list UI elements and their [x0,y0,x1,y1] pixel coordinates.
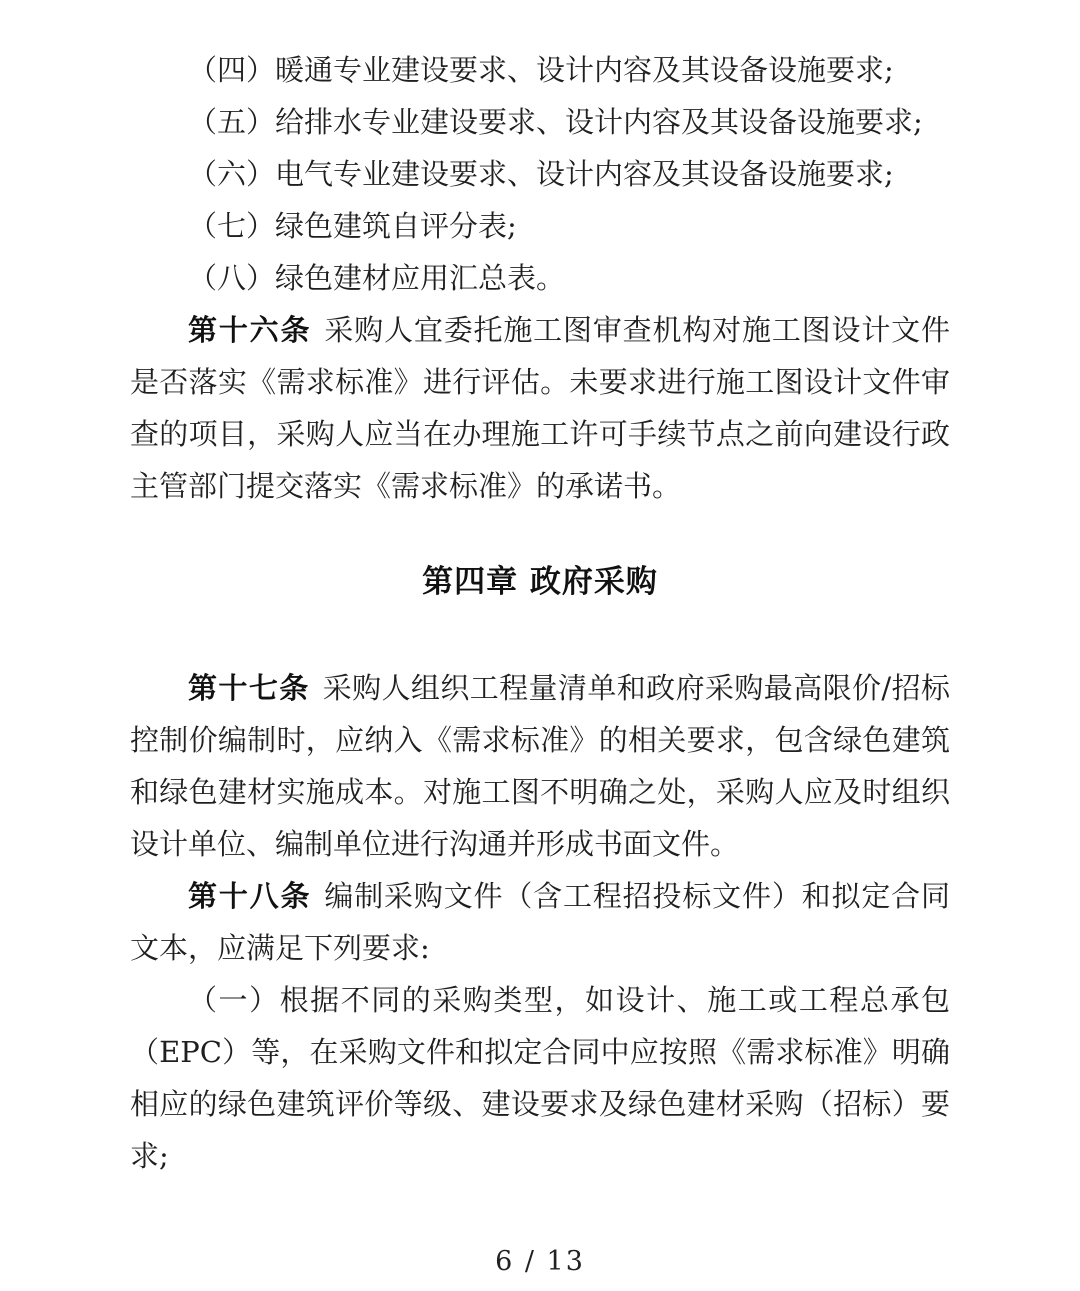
document-content [130,0,950,1182]
article-16-paragraph [130,304,950,512]
chapter-heading: 第四章 政府采购 [422,564,658,600]
article-16-text: 采购人宜委托施工图审查机构对施工图设计文件是否落实《需求标准》进行评估。未要求进行施工图设计文件审查的项目，采购人应当在办理施工许可手续节点之前向建设行政主管部门提交落实《需求标准》的承诺书。 [130,313,950,503]
clause-item-6: （六）电气专业建设要求、设计内容及其设备设施要求; [188,157,894,191]
page-number: 6 / 13 [495,1246,585,1277]
article-17-text: 采购人组织工程量清单和政府采购最高限价/招标控制价编制时，应纳入《需求标准》的相关要求，包含绿色建筑和绿色建材实施成本。对施工图不明确之处，采购人应及时组织设计单位、编制单位进行沟通并形成书面文件。 [130,671,950,861]
clause-item-7: （七）绿色建筑自评分表; [188,209,517,243]
clause-one-paragraph: （一）根据不同的采购类型，如设计、施工或工程总承包（EPC）等，在采购文件和拟定合同中应按照《需求标准》明确相应的绿色建筑评价等级、建设要求及绿色建材采购（招标）要求; [130,983,950,1173]
clause-item-5: （五）给排水专业建设要求、设计内容及其设备设施要求; [188,105,923,139]
article-18-label: 第十八条 [188,879,312,913]
article-16-label: 第十六条 [188,313,312,347]
clause-item-8: （八）绿色建材应用汇总表。 [188,261,566,295]
clause-item-4: （四）暖通专业建设要求、设计内容及其设备设施要求; [188,53,894,87]
article-18-text: 编制采购文件（含工程招投标文件）和拟定合同文本，应满足下列要求: [130,879,950,965]
article-17-paragraph [130,662,950,870]
article-18-paragraph [130,870,950,974]
article-17-label: 第十七条 [188,671,310,705]
